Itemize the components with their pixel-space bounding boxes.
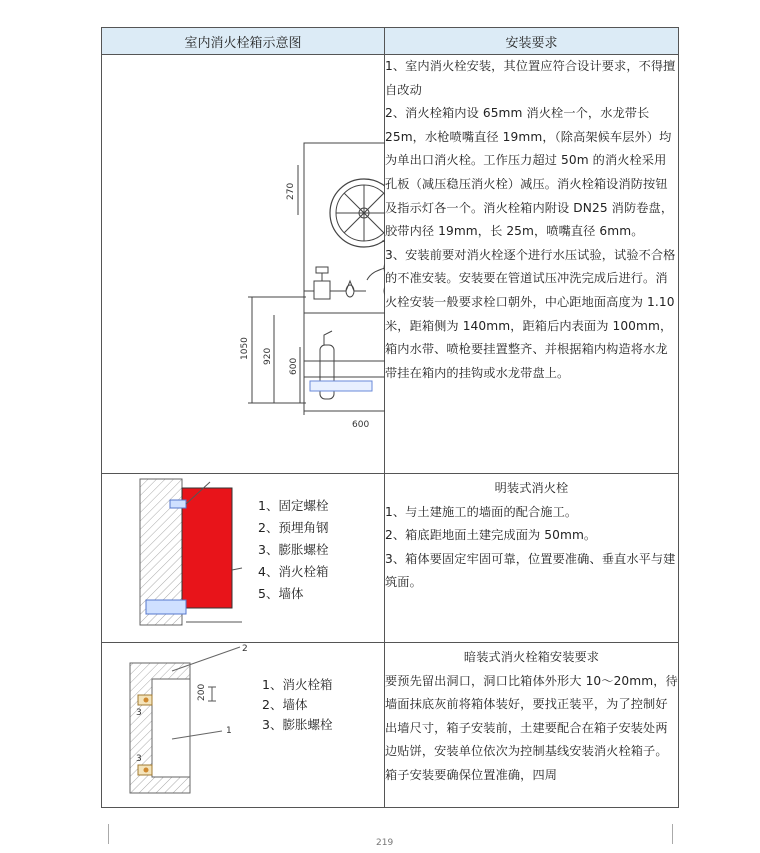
crop-mark xyxy=(88,824,109,844)
diagram-cell-recessed xyxy=(102,643,385,808)
hydrant-box-red xyxy=(182,488,232,608)
svg-text:2: 2 xyxy=(242,644,248,654)
dim-920: 920 xyxy=(263,347,273,365)
page-number: 219 xyxy=(376,838,394,848)
paragraph: 1、与土建施工的墙面的配合施工。 xyxy=(385,504,578,519)
recessed-mount-diagram xyxy=(102,643,385,807)
paragraph: 3、箱体要固定牢固可靠，位置要准确、垂直水平与建筑面。 xyxy=(385,551,676,590)
legend-item: 3、膨胀螺栓 xyxy=(262,717,333,732)
table-row xyxy=(102,643,679,808)
section-title: 明装式消火栓 xyxy=(494,481,569,495)
cabinet-outline xyxy=(304,143,385,377)
surface-mount-diagram xyxy=(102,474,385,642)
paragraph: 要预先留出洞口，洞口比箱体外形大 10～20mm，待墙面抹底灰前将箱体装好，要找正装平，为了控制好出墙尺寸，箱子安装前，土建要配合在箱子安装处两边贴饼，安装单位依次为控制基线安装消火栓箱子。箱子安装要确保位置准确，四周 xyxy=(385,673,678,782)
paragraph: 2、箱底距地面土建完成面为 50mm。 xyxy=(385,528,597,543)
header-requirements: 安装要求 xyxy=(385,28,679,55)
table-header-row xyxy=(102,28,679,55)
legend-item: 1、固定螺栓 xyxy=(258,498,329,513)
dim-600-vertical: 600 xyxy=(289,357,299,375)
installation-table xyxy=(101,27,679,808)
dim-600-horizontal: 600 xyxy=(352,420,370,430)
table-row xyxy=(102,55,679,474)
paragraph: 3、安装前要对消火栓逐个进行水压试验，试验不合格的不准安装。安装要在管道试压冲洗完成后进行。消火栓安装一般要求栓口朝外，中心距地面高度为 1.10 米，距箱侧为 140mm，距箱后内表面为 100mm，箱内水带、喷枪要挂置整齐、并根据箱内构造将水龙带挂在箱内的挂钩或水龙带盘上。 xyxy=(385,247,676,380)
diagram-cell-surface xyxy=(102,474,385,643)
svg-text:1: 1 xyxy=(226,726,232,736)
requirements-cell-indoor xyxy=(385,55,679,474)
dim-1050: 1050 xyxy=(240,337,250,360)
requirements-cell-surface xyxy=(385,474,679,643)
svg-text:3: 3 xyxy=(136,754,142,764)
header-diagram: 室内消火栓箱示意图 xyxy=(102,28,385,55)
indoor-hydrant-diagram xyxy=(102,55,385,473)
table-row xyxy=(102,474,679,643)
diagram-cell-indoor xyxy=(102,55,385,474)
legend-item: 2、预埋角钢 xyxy=(258,520,329,535)
legend-item: 4、消火栓箱 xyxy=(258,564,329,579)
section-title: 暗装式消火栓箱安装要求 xyxy=(463,650,600,664)
legend-item: 2、墙体 xyxy=(262,697,308,712)
dim-200: 200 xyxy=(197,683,207,701)
legend-item: 1、消火栓箱 xyxy=(262,677,333,692)
dim-270: 270 xyxy=(286,182,296,200)
crop-mark xyxy=(672,824,693,844)
legend-item: 5、墙体 xyxy=(258,586,304,601)
requirements-cell-recessed xyxy=(385,643,679,808)
paragraph: 2、消火栓箱内设 65mm 消火栓一个，水龙带长 25m，水枪喷嘴直径 19mm，（除高架候车层外）均为单出口消火栓。工作压力超过 50m 的消火栓采用孔板（减压稳压消火栓）减压。消火栓箱设消防按钮及指示灯各一个。消火栓箱内附设 DN25 消防卷盘，胶带内径 19mm，长 25m，喷嘴直径 6mm。 xyxy=(385,106,674,239)
svg-text:3: 3 xyxy=(136,708,142,718)
paragraph: 1、室内消火栓安装，其位置应符合设计要求，不得擅自改动 xyxy=(385,59,676,97)
recess-box xyxy=(152,679,190,777)
legend-item: 3、膨胀螺栓 xyxy=(258,542,329,557)
